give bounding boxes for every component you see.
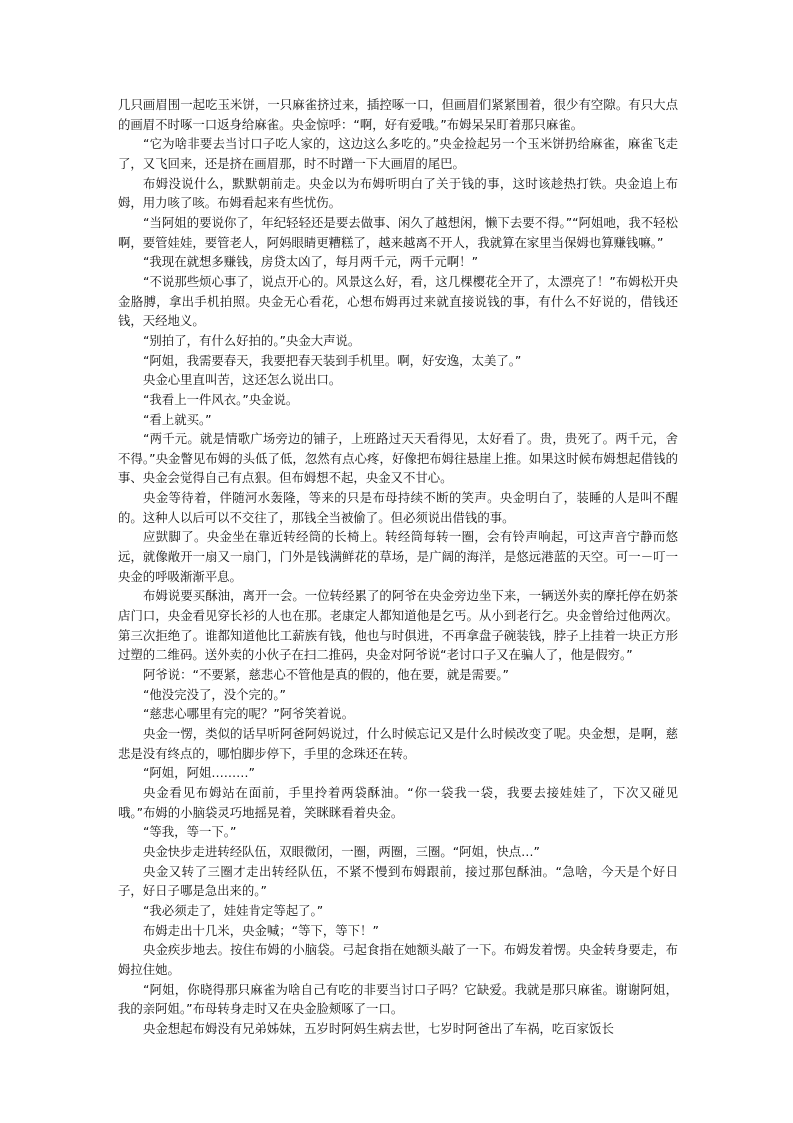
paragraph: “我现在就想多赚钱，房贷太凶了，每月两千元，两千元啊！” bbox=[143, 254, 478, 270]
paragraph: 布姆说要买酥油，离开一会。一位转经累了的阿爷在央金旁边坐下来，一辆送外卖的摩托停在奶茶店门口，央金看见穿长衫的人也在那。老康定人都知道他是乞丐。从小到老行乞。央金曾给过他两次。第三次拒绝了。谁都知道他比工薪族有钱，他也与时俱进，不再拿盘子碗装钱，脖子上挂着一块正方形过塑的二维码。送外卖的小伙子在扫二推码，央金对阿爷说“老讨口子又在骗人了，他是假穷。” bbox=[118, 588, 678, 663]
paragraph: “阿姐，你晓得那只麻雀为啥自己有吃的非要当讨口子吗？它缺爱。我就是那只麻雀。谢谢阿姐，我的亲阿姐。”布母转身走时又在央金脸颊啄了一口。 bbox=[118, 981, 678, 1017]
paragraph: “两千元。就是情歌广场旁边的铺子，上班路过天天看得见，太好看了。贵，贵死了。两千元，舍不得。”央金瞥见布姆的头低了低，忽然有点心疼，好像把布姆往悬崖上推。如果这时候布姆想起借钱的事、央金会觉得自己有点狠。但布姆想不起，央金又不甘心。 bbox=[118, 431, 678, 486]
paragraph: “别拍了，有什么好拍的。”央金大声说。 bbox=[143, 332, 361, 348]
paragraph: “它为啥非要去当讨口子吃人家的，这边这么多吃的。”央金捡起另一个玉米饼扔给麻雀，麻雀飞走了，又飞回来，还是挤在画眉那，时不时蹭一下大画眉的尾巴。 bbox=[118, 136, 678, 171]
paragraph: 几只画眉围一起吃玉米饼，一只麻雀挤过来，插控啄一口，但画眉们紧紧围着，很少有空隙。有只大点的画眉不时啄一口返身给麻雀。央金惊呼：“啊，好有爱哦。”布姆呆呆盯着那只麻雀。 bbox=[118, 97, 678, 132]
paragraph: 央金快步走进转经队伍，双眼微闭，一圈，两圈，三圈。“阿姐，快点…” bbox=[143, 843, 540, 859]
paragraph: “他没完没了，没个完的。” bbox=[143, 686, 286, 702]
paragraph: 布姆走出十几米，央金喊；“等下，等下！” bbox=[143, 922, 379, 938]
paragraph: 央金想起布姆没有兄弟姊妹，五岁时阿妈生病去世，七岁时阿爸出了车祸，吃百家饭长 bbox=[143, 1020, 614, 1036]
paragraph: 布姆没说什么，默默朝前走。央金以为布姆听明白了关于钱的事，这时该趁热打铁。央金追上布姆，用力咳了咳。布姆看起来有些忧伤。 bbox=[118, 175, 678, 211]
paragraph: 应獃脚了。央金坐在靠近转经筒的长椅上。转经筒每转一圈，会有铃声响起，可这声音宁静而悠远，就像敞开一扇又一扇门，门外是钱满鲜花的草场，是广阔的海洋，是悠远港蓝的天空。可一－叮一央金的呼吸渐渐平息。 bbox=[118, 529, 678, 584]
paragraph: 央金疾步地去。按住布姆的小脑袋。弓起食指在她额头敲了一下。布姆发着愣。央金转身要走，布姆拉住她。 bbox=[118, 942, 678, 977]
paragraph: “我看上一件风衣。”央金说。 bbox=[143, 391, 299, 407]
paragraph: “等我，等一下。” bbox=[143, 824, 237, 840]
paragraph: 央金等待着，伴随河水轰隆，等来的只是布母持续不断的笑声。央金明白了，装睡的人是叫不醒的。这种人以后可以不交往了，那钱全当被偷了。但必须说出借钱的事。 bbox=[118, 490, 678, 525]
paragraph: “我必须走了，娃娃肯定等起了。” bbox=[143, 902, 324, 918]
paragraph: 央金一愣，类似的话早听阿爸阿妈说过，什么时候忘记又是什么时候改变了呢。央金想，是啊，慈悲是没有终点的，哪怕脚步停下，手里的念珠还在转。 bbox=[118, 726, 678, 761]
paragraph: “当阿姐的要说你了，年纪轻轻还是要去做事、闲久了越想闲，懒下去要不得。”“阿姐吔，我不轻松啊，要管娃娃，要管老人，阿妈眼睛更糟糕了，越来越离不开人，我就算在家里当保姆也算赚钱嘛。” bbox=[118, 214, 678, 250]
paragraph: 央金又转了三圈才走出转经队伍，不紧不慢到布姆跟前，接过那包酥油。“急啥，今天是个好日子，好日子哪是急出来的。” bbox=[118, 863, 678, 899]
document-body bbox=[118, 95, 678, 1039]
paragraph: “不说那些烦心事了，说点开心的。风景这么好，看，这几棵樱花全开了，太漂亮了！”布姆松开央金胳膊，拿出手机拍照。央金无心看花，心想布姆再过来就直接说钱的事，有什么不好说的，借钱还钱，天经地义。 bbox=[118, 273, 678, 329]
paragraph: “阿姐，我需要春天，我要把春天装到手机里。啊，好安逸，太美了。” bbox=[143, 352, 522, 368]
paragraph: “阿姐，阿姐………” bbox=[143, 765, 255, 781]
paragraph: 央金心里直叫苦，这还怎么说出口。 bbox=[143, 372, 342, 388]
paragraph: “慈悲心哪里有完的呢？”阿爷笑着说。 bbox=[143, 706, 355, 722]
paragraph: “看上就买。” bbox=[143, 411, 212, 427]
paragraph: 央金看见布姆站在面前，手里拎着两袋酥油。“你一袋我一袋，我要去接娃娃了，下次又碰见哦。”布姆的小脑袋灵巧地摇晃着，笑眯眯看着央金。 bbox=[118, 784, 678, 820]
paragraph: 阿爷说：“不要紧，慈悲心不管他是真的假的，他在要，就是需要。” bbox=[143, 667, 509, 683]
